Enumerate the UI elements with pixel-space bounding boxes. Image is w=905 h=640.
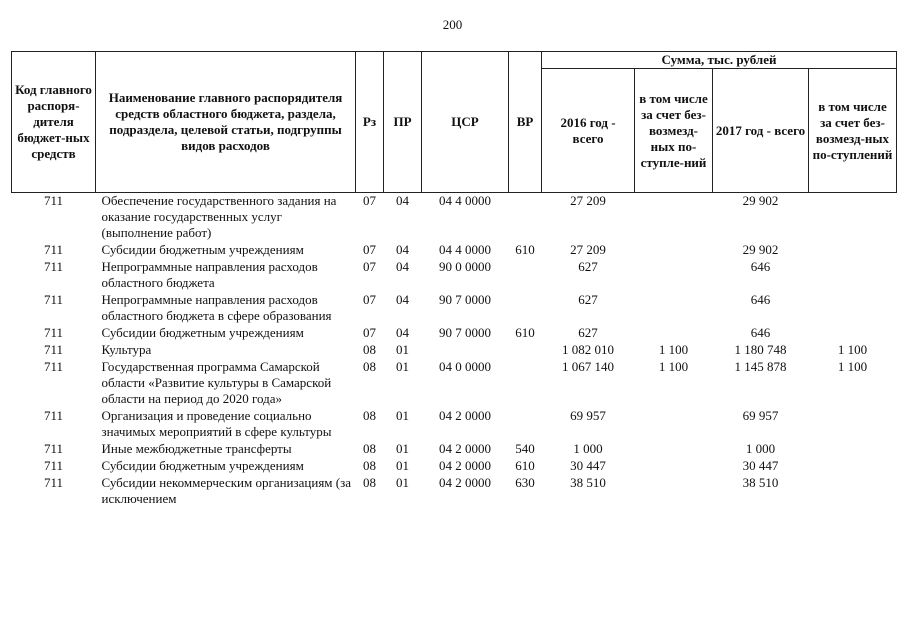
cell-vr <box>509 408 542 441</box>
cell-vr <box>509 359 542 408</box>
cell-pr: 04 <box>396 242 409 257</box>
cell-name: Организация и проведение социально значимых мероприятий в сфере культуры <box>101 408 332 439</box>
cell-2017-free <box>809 193 897 243</box>
cell-pr: 01 <box>396 441 409 456</box>
cell-code: 711 <box>43 458 64 473</box>
cell-2016-total: 27 209 <box>570 193 606 208</box>
cell-2016-total: 38 510 <box>570 475 606 490</box>
header-2017-free: в том числе за счет без-возмезд-ных по-ступлений <box>809 69 897 193</box>
header-rz: Рз <box>356 52 384 193</box>
header-csr: ЦСР <box>422 52 509 193</box>
cell-rz: 08 <box>363 359 376 374</box>
header-vr: ВР <box>509 52 542 193</box>
cell-pr: 01 <box>396 408 409 423</box>
cell-2017-free <box>809 408 897 441</box>
cell-pr: 04 <box>396 325 409 340</box>
cell-2016-free <box>635 475 713 508</box>
cell-2016-free <box>635 242 713 259</box>
cell-csr: 04 2 0000 <box>439 408 491 423</box>
cell-csr: 04 4 0000 <box>439 242 491 257</box>
header-sum-group: Сумма, тыс. рублей <box>542 52 897 69</box>
table-row <box>12 325 897 342</box>
cell-rz: 07 <box>363 259 376 274</box>
header-2016-total: 2016 год - всего <box>542 69 635 193</box>
table-row <box>12 475 897 508</box>
cell-name: Обеспечение государственного задания на оказание государственных услуг (выполнение работ) <box>101 193 337 240</box>
cell-pr: 01 <box>396 475 409 490</box>
cell-2016-free <box>635 441 713 458</box>
cell-pr: 04 <box>396 292 409 307</box>
cell-vr: 610 <box>515 458 535 473</box>
table-row <box>12 242 897 259</box>
cell-csr: 04 2 0000 <box>439 458 491 473</box>
cell-pr: 04 <box>396 259 409 274</box>
cell-2016-total: 1 082 010 <box>562 342 614 357</box>
cell-code: 711 <box>43 342 64 357</box>
cell-code: 711 <box>43 292 64 307</box>
cell-2017-total: 69 957 <box>742 408 779 423</box>
cell-2017-total: 38 510 <box>742 475 779 490</box>
cell-code: 711 <box>43 259 64 274</box>
cell-2017-total: 29 902 <box>742 242 779 257</box>
cell-2017-total: 646 <box>750 292 771 307</box>
table-body <box>12 193 897 509</box>
cell-2016-total: 1 000 <box>573 441 603 456</box>
cell-code: 711 <box>43 408 64 423</box>
cell-code: 711 <box>43 441 64 456</box>
cell-2016-free <box>635 259 713 292</box>
table-row <box>12 458 897 475</box>
cell-2016-free <box>635 193 713 243</box>
cell-csr: 90 7 0000 <box>439 292 491 307</box>
cell-csr: 04 2 0000 <box>439 441 491 456</box>
cell-vr <box>509 193 542 243</box>
cell-name: Субсидии бюджетным учреждениям <box>101 458 304 473</box>
cell-2016-free <box>635 408 713 441</box>
cell-pr: 01 <box>396 359 409 374</box>
cell-rz: 07 <box>363 325 376 340</box>
cell-2017-free <box>809 458 897 475</box>
cell-vr: 610 <box>515 325 535 340</box>
cell-pr: 01 <box>396 342 409 357</box>
cell-code: 711 <box>43 359 64 374</box>
cell-2016-total: 627 <box>578 325 598 340</box>
table-row <box>12 292 897 325</box>
header-name: Наименование главного распорядителя средств областного бюджета, раздела, подраздела, целевой статьи, подгруппы видов расходов <box>96 52 356 193</box>
cell-csr: 90 0 0000 <box>439 259 491 274</box>
cell-vr <box>509 292 542 325</box>
cell-rz: 08 <box>363 475 376 490</box>
cell-rz: 08 <box>363 342 376 357</box>
cell-code: 711 <box>43 193 64 208</box>
cell-2016-free <box>635 325 713 342</box>
budget-table <box>11 51 897 508</box>
table-row <box>12 359 897 408</box>
cell-2016-total: 27 209 <box>570 242 606 257</box>
cell-2017-total: 646 <box>750 325 771 340</box>
cell-2017-free: 1 100 <box>837 359 868 374</box>
cell-vr: 630 <box>515 475 535 490</box>
cell-2016-free <box>635 458 713 475</box>
cell-code: 711 <box>43 242 64 257</box>
cell-vr: 540 <box>515 441 535 456</box>
cell-2017-free <box>809 475 897 508</box>
cell-pr: 01 <box>396 458 409 473</box>
cell-name: Иные межбюджетные трансферты <box>101 441 292 456</box>
cell-2016-total: 1 067 140 <box>562 359 614 374</box>
table-row <box>12 408 897 441</box>
header-code: Код главного распоря-дителя бюджет-ных средств <box>12 52 96 193</box>
cell-2016-total: 627 <box>578 259 598 274</box>
table-row <box>12 259 897 292</box>
cell-pr: 04 <box>396 193 409 208</box>
cell-csr: 04 2 0000 <box>439 475 491 490</box>
cell-csr: 90 7 0000 <box>439 325 491 340</box>
cell-2017-free <box>809 242 897 259</box>
cell-2017-free <box>809 259 897 292</box>
cell-vr <box>509 342 542 359</box>
cell-2017-free <box>809 292 897 325</box>
cell-csr: 04 0 0000 <box>439 359 491 374</box>
table-row <box>12 441 897 458</box>
cell-name: Культура <box>101 342 152 357</box>
cell-name: Субсидии некоммерческим организациям (за исключением <box>101 475 352 506</box>
cell-2017-total: 1 180 748 <box>734 342 787 357</box>
cell-2017-total: 1 000 <box>745 441 776 456</box>
cell-2016-free: 1 100 <box>658 342 689 357</box>
cell-rz: 08 <box>363 458 376 473</box>
cell-2017-total: 646 <box>750 259 771 274</box>
cell-rz: 08 <box>363 408 376 423</box>
cell-name: Субсидии бюджетным учреждениям <box>101 242 304 257</box>
cell-2017-free <box>809 325 897 342</box>
header-pr: ПР <box>384 52 422 193</box>
cell-name: Непрограммные направления расходов областного бюджета в сфере образования <box>101 292 332 323</box>
cell-2017-free: 1 100 <box>837 342 868 357</box>
cell-2017-total: 1 145 878 <box>734 359 787 374</box>
cell-2016-total: 69 957 <box>570 408 606 423</box>
cell-2016-total: 30 447 <box>570 458 606 473</box>
cell-name: Непрограммные направления расходов областного бюджета <box>101 259 318 290</box>
cell-2017-total: 29 902 <box>742 193 779 208</box>
cell-vr <box>509 259 542 292</box>
cell-rz: 07 <box>363 292 376 307</box>
cell-2016-free <box>635 292 713 325</box>
table-row <box>12 342 897 359</box>
cell-code: 711 <box>43 325 64 340</box>
cell-rz: 08 <box>363 441 376 456</box>
cell-name: Государственная программа Самарской области «Развитие культуры в Самарской области на период до 2020 года» <box>101 359 332 406</box>
cell-code: 711 <box>43 475 64 490</box>
cell-csr <box>422 342 509 359</box>
cell-csr: 04 4 0000 <box>439 193 491 208</box>
cell-2017-free <box>809 441 897 458</box>
header-2017-total: 2017 год - всего <box>713 69 809 193</box>
cell-rz: 07 <box>363 242 376 257</box>
table-row <box>12 193 897 243</box>
header-2016-free: в том числе за счет без-возмезд-ных по-ступле-ний <box>635 69 713 193</box>
cell-2017-total: 30 447 <box>742 458 779 473</box>
cell-vr: 610 <box>515 242 535 257</box>
cell-2016-free: 1 100 <box>658 359 689 374</box>
cell-name: Субсидии бюджетным учреждениям <box>101 325 304 340</box>
page-number: 200 <box>442 17 463 32</box>
cell-rz: 07 <box>363 193 376 208</box>
cell-2016-total: 627 <box>578 292 598 307</box>
table-header <box>12 52 897 193</box>
